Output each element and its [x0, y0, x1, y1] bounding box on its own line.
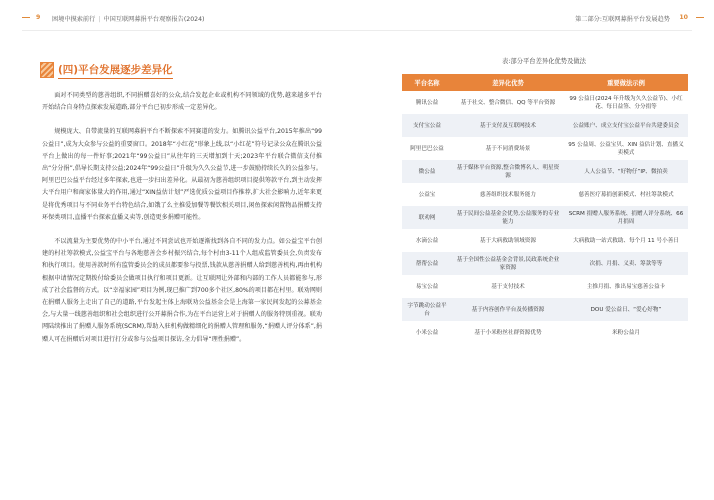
table-header-row [402, 74, 688, 91]
table-row [402, 229, 688, 252]
cell-practice: 95 公益周、公益宝贝、XIN 益估计划、直播义卖模式 [564, 137, 688, 160]
table-row [402, 137, 688, 160]
table-row [402, 160, 688, 183]
cell-platform: 支付宝公益 [402, 114, 452, 137]
table-row [402, 183, 688, 206]
left-running-title [52, 14, 204, 23]
cell-practice: DOU 爱公益日、“爱心好物” [564, 298, 688, 321]
table-row [402, 91, 688, 114]
right-running-title: 第二部分:互联网募捐平台发展趋势 [575, 16, 670, 23]
paragraph-intro: 面对不同类型的慈善组织,不同捐赠喜好的公众,结合发起企业或机构不同领域的优势,越来越多平台开始结合自身特点探索发展道路,部分平台已初步形成一定差异化。 [42, 92, 322, 112]
book-title: 困境中摸索前行 [52, 16, 96, 23]
cell-advantage: 基于小米粉丝社群资源优势 [452, 321, 564, 344]
table-row [402, 275, 688, 298]
right-page-number: 10 [679, 14, 688, 21]
cell-platform: 联劝网 [402, 206, 452, 229]
cell-platform: 微公益 [402, 160, 452, 183]
left-page-number: 9 [36, 14, 41, 21]
header-platform-name: 平台名称 [402, 74, 452, 91]
cell-advantage: 基于媒体平台资源,整合微博名人、明星资源 [452, 160, 564, 183]
section-heading-text: (四)平台发展逐步差异化 [58, 62, 173, 79]
cell-practice: 公益账户、成立支付宝公益平台共建委员会 [564, 114, 688, 137]
table-row [402, 252, 688, 275]
header-rule-left [22, 17, 30, 18]
cell-platform: 阿里巴巴公益 [402, 137, 452, 160]
cell-advantage: 基于支付及互联网技术 [452, 114, 564, 137]
cell-advantage: 慈善组织技术服务能力 [452, 183, 564, 206]
platform-comparison-table [402, 74, 688, 344]
cell-advantage: 基于不同消费场景 [452, 137, 564, 160]
book-subtitle: 中国互联网募捐平台观察报告(2024) [103, 16, 205, 23]
cell-platform: 水滴公益 [402, 229, 452, 252]
cell-practice: 米粉公益月 [564, 321, 688, 344]
page-header [0, 14, 714, 28]
body-text [42, 90, 322, 358]
cell-platform: 易宝公益 [402, 275, 452, 298]
paragraph-small-platforms: 不以流量为主要优势的中小平台,通过不同尝试也开始逐渐找到各自不同的发力点。如公益宝平台创建的村社筹款模式,公益宝平台与各地慈善会乡村振兴结合,每个村由3-11个人组成监管委员会,负责发布和执行项目。使用善款时所有监管委员会的成员都要参与投票,钱款从慈善捐赠人给到慈善机构,再由机构根据申请情况定期拨付给委员会做项目执行和项目更新。让互联网让外部和内部的工作人员都能参与,形成了社会监督的方式。以“幸福家园”项目为例,现已推广到700多个社区,80%的项目都在村里。联劝网则在捐赠人服务上走出了自己的道路,平台发起主体上海联劝公益基金会是上海第一家民间发起的公募基金会,与大量一线慈善组织和社会组织进行公开募捐合作,为在平台运营上对于捐赠人的服务特别重视。联劝网陆续推出了捐赠人服务系统(SCRM),帮助入驻机构做精细化的捐赠人管理和服务,“捐赠人评分体系”,捐赠人可在捐赠后对项目进行打分或参与公益项目探访,全力倡导“理性捐赠”。 [42, 238, 322, 343]
cell-platform: 腾讯公益 [402, 91, 452, 114]
table-row [402, 206, 688, 229]
section-heading-marker-icon [40, 62, 54, 78]
cell-platform: 公益宝 [402, 183, 452, 206]
table-row [402, 114, 688, 137]
paragraph-large-platforms: 规模庞大、自带流量的互联网募捐平台不断探索不同赛道的发力。如腾讯公益平台,2015年推出“99公益日”,成为大众参与公益的重要窗口。2018年“小红花”形象上线,以“小红花”符号记录公众在腾讯公益平台上做出的每一件好事;2021年“99公益日”从往年的三天增加到十天;2023年平台联合微信支付推出“分分捐”,倡导长期支持公益;2024年“99公益日”升级为久久公益节,进一步鼓励持续长久的公益参与。阿里巴巴公益平台经过多年探索,也进一步扫出差异化。从最初为慈善组织项目提供筹款平台,到主动发挥大平台用户和商家体量大的作用,通过“XIN益估计划”严选优质公益项目作推荐,扩大社会影响力,近年来更是将优秀项目与不同业务平台特色结合,如饿了么主推爱加餐等餐饮相关项目,闲鱼探索闲置物品捐赠支持环保类项目,直播平台探索直播义卖等,创造更多捐赠可能性。 [42, 128, 322, 221]
cell-platform: 帮帮公益 [402, 252, 452, 275]
cell-practice: 主推月捐、推出易宝慈善公益卡 [564, 275, 688, 298]
cell-advantage: 基于大病救助领域资源 [452, 229, 564, 252]
cell-practice: SCRM 捐赠人服务系统、捐赠人评分系统、66 月捐周 [564, 206, 688, 229]
cell-advantage: 基于支付技术 [452, 275, 564, 298]
header-practice: 重要做法示例 [564, 74, 688, 91]
cell-advantage: 基于社交、整合微信、QQ 等平台资源 [452, 91, 564, 114]
cell-practice: 次捐、月捐、义卖、筹款等等 [564, 252, 688, 275]
cell-platform: 字节跳动公益平台 [402, 298, 452, 321]
header-divider [22, 30, 692, 31]
cell-practice: 大病救助一站式救助、每个月 11 号小善日 [564, 229, 688, 252]
cell-platform: 小米公益 [402, 321, 452, 344]
header-advantage: 差异化优势 [452, 74, 564, 91]
cell-advantage: 基于民间公益基金会优势,公益服务的专业能力 [452, 206, 564, 229]
cell-advantage: 基于全国性公益基金会背景,民政系统企业家资源 [452, 252, 564, 275]
cell-practice: 人人公益节、“好物仔”IP、微拍卖 [564, 160, 688, 183]
table-row [402, 321, 688, 344]
header-rule-right [696, 17, 704, 18]
cell-practice: 慈善医疗募捐创新模式、村社筹款模式 [564, 183, 688, 206]
title-separator: | [98, 16, 101, 23]
table-caption: 表:部分平台差异化优势及做法 [502, 58, 586, 65]
section-heading [40, 62, 173, 78]
cell-advantage: 基于内容创作平台及传播资源 [452, 298, 564, 321]
cell-practice: 99 公益日(2024 年升级为久久公益节)、小红花、每日益签、分分捐等 [564, 91, 688, 114]
table-row [402, 298, 688, 321]
